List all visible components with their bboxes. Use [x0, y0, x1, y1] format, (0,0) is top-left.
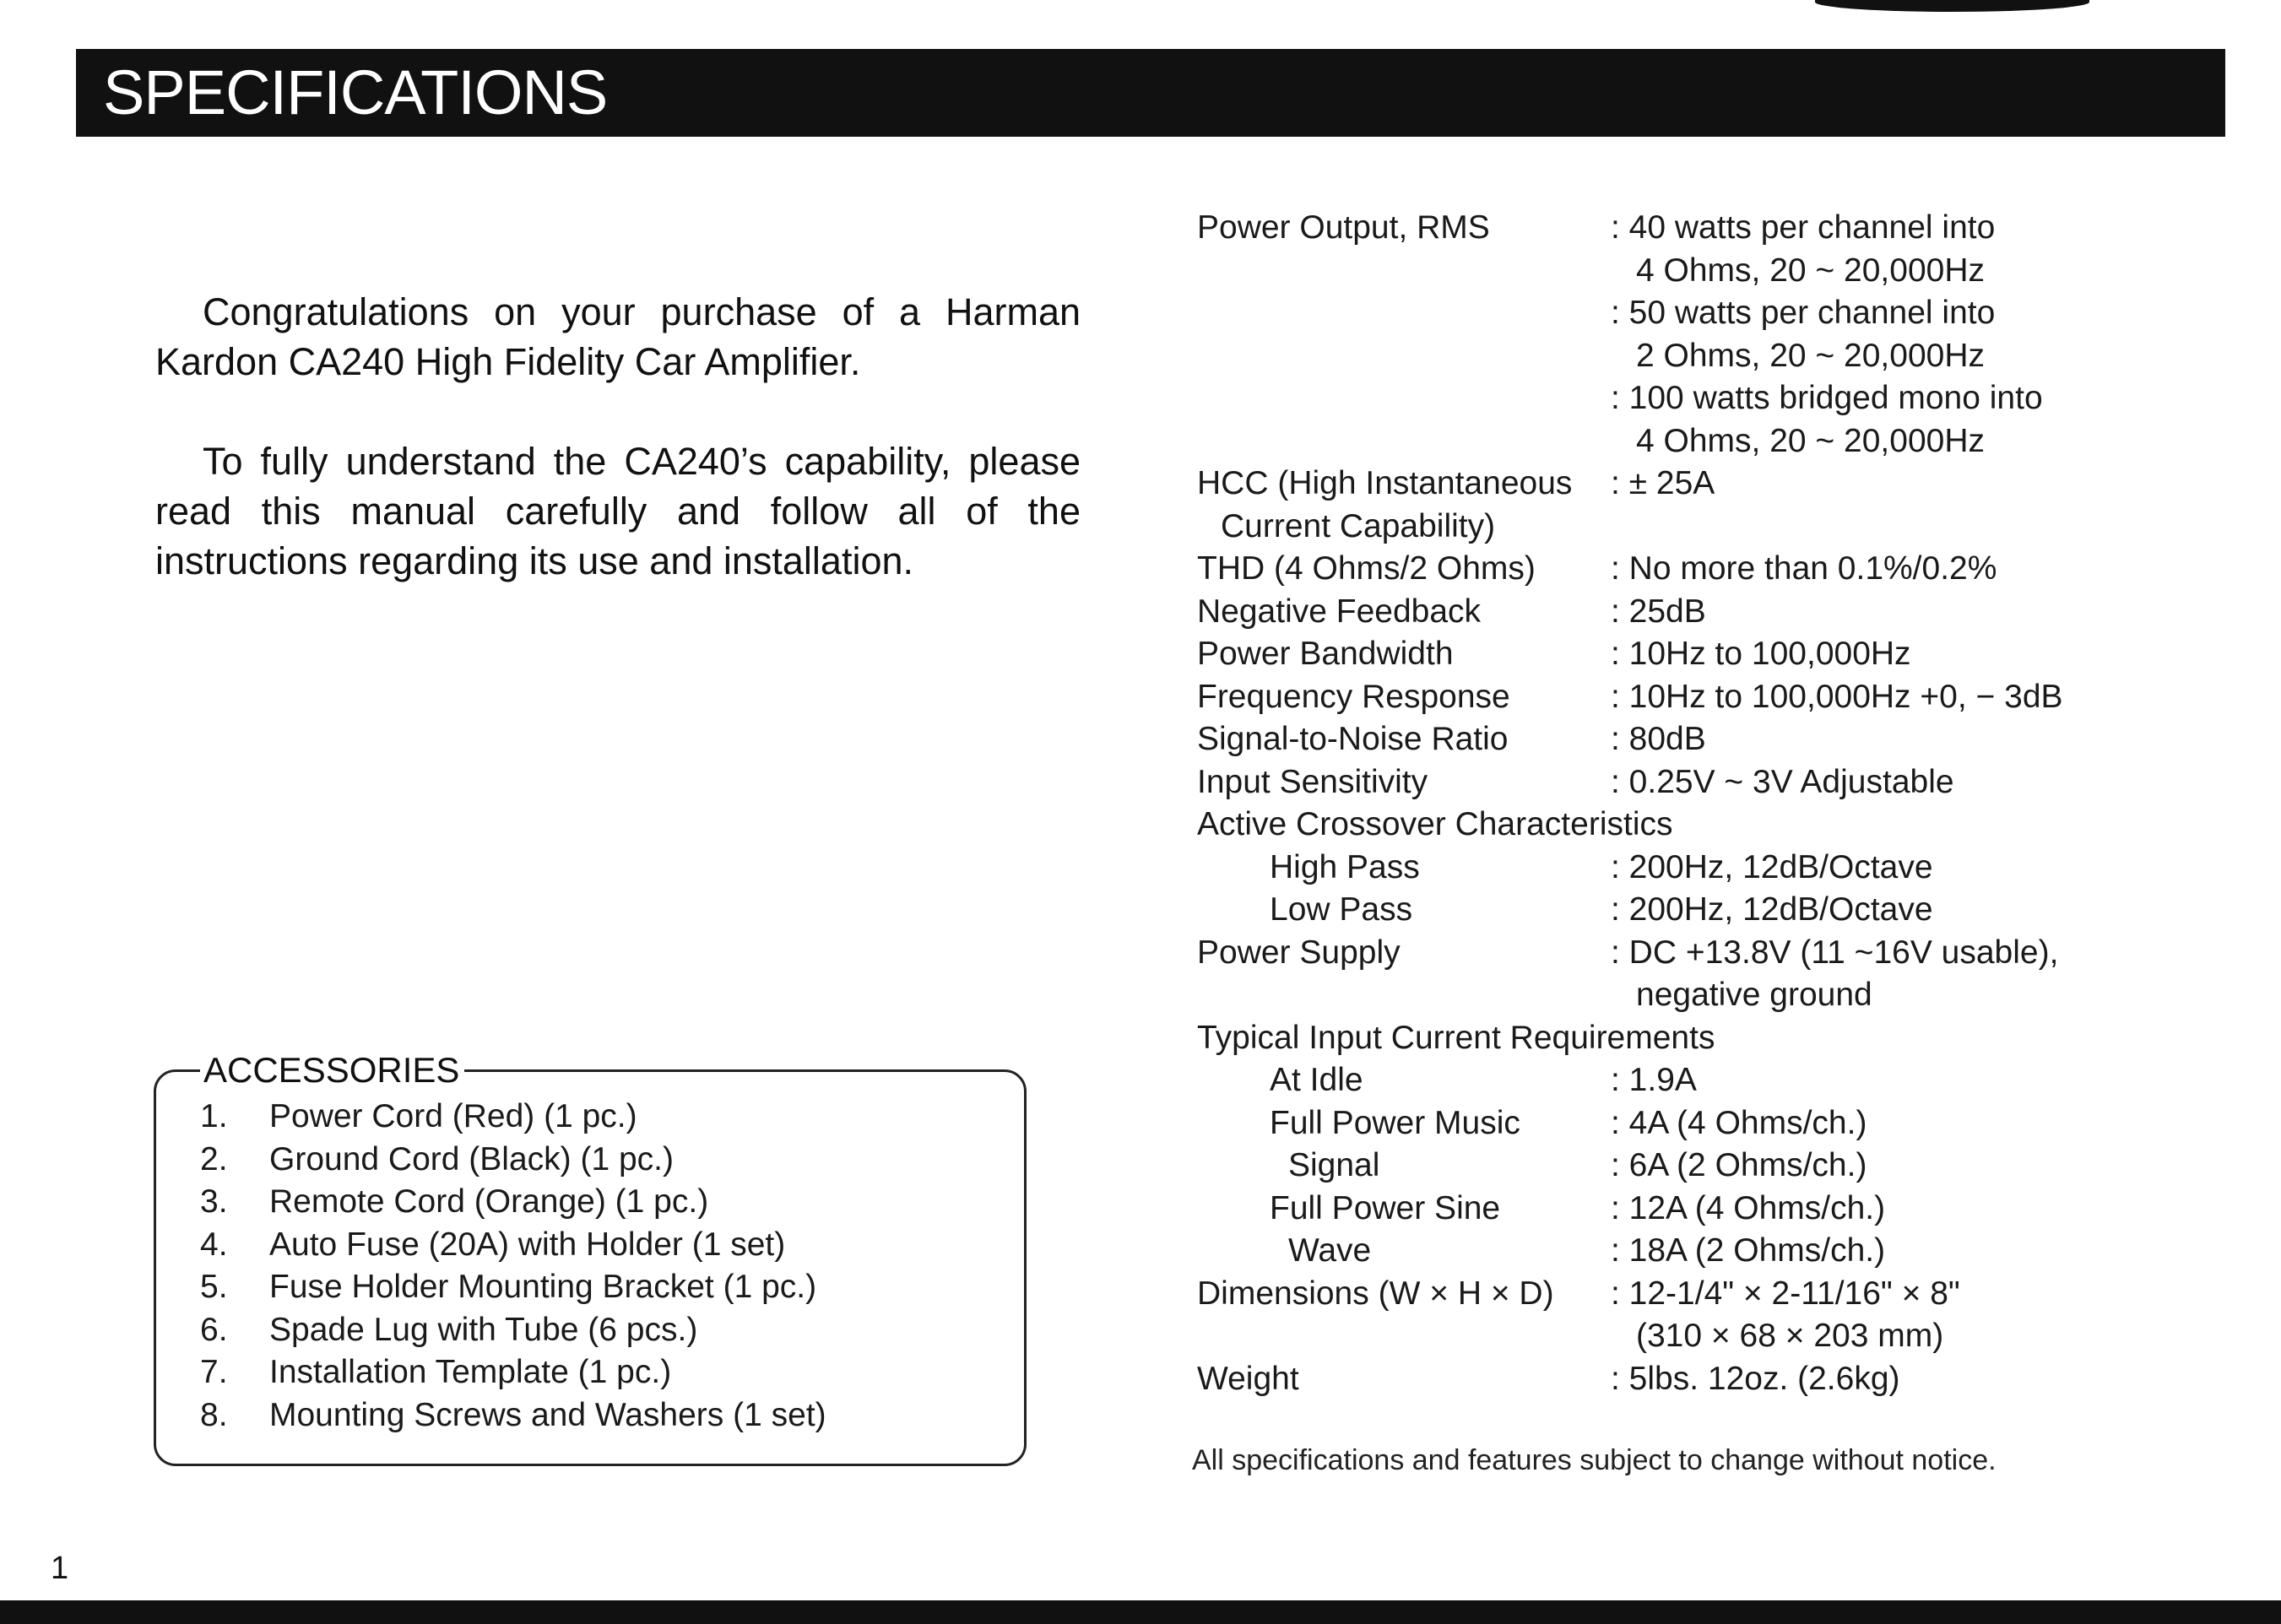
item-number: 8.	[200, 1396, 228, 1433]
item-text: Fuse Holder Mounting Bracket (1 pc.)	[269, 1269, 817, 1305]
spec-section-heading: Active Crossover Characteristics	[1197, 806, 1673, 842]
accessories-list	[200, 1096, 826, 1437]
spec-value-line: : 50 watts per channel into	[1611, 295, 1996, 331]
spec-weight	[1197, 1358, 2235, 1401]
spec-value	[1611, 463, 2235, 548]
spec-dimensions	[1197, 1273, 2235, 1358]
spec-label: High Pass	[1270, 848, 1420, 885]
item-text: Mounting Screws and Washers (1 set)	[269, 1396, 826, 1433]
spec-value-line: : 12-1/4" × 2-11/16" × 8"	[1611, 1275, 1960, 1312]
item-text: Installation Template (1 pc.)	[269, 1354, 672, 1390]
spec-value-line: 2 Ohms, 20 ~ 20,000Hz	[1636, 337, 1985, 374]
spec-value: : 10Hz to 100,000Hz +0, − 3dB	[1611, 678, 2063, 715]
spec-label: Full Power Sine	[1270, 1189, 1501, 1226]
spec-value	[1611, 932, 2235, 1017]
spec-low-pass	[1197, 889, 2235, 932]
item-text: Power Cord (Red) (1 pc.)	[269, 1098, 637, 1134]
item-number: 2.	[200, 1140, 228, 1177]
item-text: Spade Lug with Tube (6 pcs.)	[269, 1311, 698, 1348]
spec-value-line: : DC +13.8V (11 ~16V usable),	[1611, 934, 2059, 971]
spec-label: Power Output, RMS	[1197, 209, 1490, 246]
list-item	[200, 1351, 826, 1394]
spec-hcc	[1197, 463, 2235, 548]
spec-label: Low Pass	[1270, 891, 1413, 928]
spec-value: : 5lbs. 12oz. (2.6kg)	[1611, 1360, 1900, 1397]
spec-full-power-sine	[1197, 1188, 2235, 1231]
list-item	[200, 1309, 826, 1352]
spec-thd	[1197, 548, 2235, 591]
spec-section-heading: Typical Input Current Requirements	[1197, 1019, 1715, 1056]
spec-full-power-sine-wave	[1197, 1230, 2235, 1273]
item-text: Remote Cord (Orange) (1 pc.)	[269, 1183, 709, 1220]
accessories-heading: ACCESSORIES	[200, 1048, 464, 1092]
spec-value-line: : 40 watts per channel into	[1611, 209, 1996, 246]
spec-power-output	[1197, 207, 2235, 463]
spec-value-line: : 100 watts bridged mono into	[1611, 380, 2043, 416]
item-number: 5.	[200, 1269, 228, 1305]
spec-label: Power Supply	[1197, 934, 1401, 971]
page-title: SPECIFICATIONS	[103, 57, 608, 127]
intro-paragraph-2: To fully understand the CA240’s capability, please read this manual carefully and follow all of the instructions regarding its use and installation.	[155, 440, 1081, 582]
item-text: Auto Fuse (20A) with Holder (1 set)	[269, 1226, 786, 1263]
spec-value: : 80dB	[1611, 721, 1706, 757]
item-number: 7.	[200, 1354, 228, 1390]
spec-value: : 12A (4 Ohms/ch.)	[1611, 1189, 1886, 1226]
item-text: Ground Cord (Black) (1 pc.)	[269, 1140, 674, 1177]
specifications-footnote: All specifications and features subject to change without notice.	[1192, 1444, 1997, 1476]
spec-value	[1611, 1273, 2235, 1358]
spec-value: : 1.9A	[1611, 1062, 1697, 1098]
spec-label: Signal-to-Noise Ratio	[1197, 721, 1509, 757]
spec-value: : 6A (2 Ohms/ch.)	[1611, 1147, 1867, 1183]
list-item	[200, 1394, 826, 1437]
spec-label: Input Sensitivity	[1197, 763, 1428, 800]
item-number: 1.	[200, 1098, 228, 1134]
specifications-table	[1197, 207, 2235, 1400]
spec-power-supply	[1197, 932, 2235, 1017]
spec-label: Dimensions (W × H × D)	[1197, 1275, 1554, 1312]
spec-value	[1611, 207, 2235, 463]
spec-label: At Idle	[1270, 1062, 1363, 1098]
accessories-box	[154, 1050, 1027, 1466]
spec-full-power-music-signal	[1197, 1145, 2235, 1188]
spec-value: : 4A (4 Ohms/ch.)	[1611, 1104, 1867, 1141]
spec-label	[1197, 463, 1572, 548]
spec-label: Signal	[1288, 1147, 1380, 1183]
spec-value-line: negative ground	[1636, 977, 1872, 1013]
spec-value-line: 4 Ohms, 20 ~ 20,000Hz	[1636, 422, 1985, 459]
spec-signal-to-noise	[1197, 718, 2235, 761]
page-number: 1	[51, 1551, 69, 1586]
spec-crossover-heading	[1197, 804, 2235, 847]
spec-value: : 200Hz, 12dB/Octave	[1611, 891, 1933, 928]
spec-label: Negative Feedback	[1197, 593, 1482, 630]
spec-negative-feedback	[1197, 591, 2235, 634]
spec-high-pass	[1197, 847, 2235, 890]
bottom-rule	[0, 1600, 2281, 1624]
spec-value: : 18A (2 Ohms/ch.)	[1611, 1232, 1886, 1269]
spec-value-line: (310 × 68 × 203 mm)	[1636, 1318, 1944, 1354]
spec-full-power-music	[1197, 1102, 2235, 1145]
list-item	[200, 1139, 826, 1182]
spec-label-line: HCC (High Instantaneous	[1197, 465, 1573, 501]
spec-value-line: 4 Ohms, 20 ~ 20,000Hz	[1636, 252, 1985, 289]
spec-value-line: : ± 25A	[1611, 465, 1715, 501]
item-number: 3.	[200, 1183, 228, 1220]
spec-value: : 0.25V ~ 3V Adjustable	[1611, 763, 1954, 800]
spec-label-line: Current Capability)	[1221, 507, 1496, 544]
list-item	[200, 1224, 826, 1267]
spec-label: Weight	[1197, 1360, 1299, 1397]
top-edge-mark	[1815, 0, 2089, 12]
spec-current-heading	[1197, 1017, 2235, 1060]
spec-label: Power Bandwidth	[1197, 636, 1454, 672]
spec-at-idle	[1197, 1059, 2235, 1102]
spec-label: Wave	[1288, 1232, 1372, 1269]
spec-value: : 10Hz to 100,000Hz	[1611, 636, 1911, 672]
list-item	[200, 1266, 826, 1309]
intro-text	[155, 287, 1081, 636]
spec-value: : No more than 0.1%/0.2%	[1611, 550, 1997, 587]
spec-value: : 200Hz, 12dB/Octave	[1611, 848, 1933, 885]
spec-frequency-response	[1197, 676, 2235, 719]
spec-label: Full Power Music	[1270, 1104, 1520, 1141]
spec-input-sensitivity	[1197, 761, 2235, 804]
spec-label: Frequency Response	[1197, 678, 1510, 715]
intro-paragraph-1: Congratulations on your purchase of a Harman Kardon CA240 High Fidelity Car Amplifier.	[155, 290, 1081, 383]
spec-value: : 25dB	[1611, 593, 1706, 630]
title-bar	[76, 49, 2225, 137]
list-item	[200, 1096, 826, 1139]
spec-label: THD (4 Ohms/2 Ohms)	[1197, 550, 1536, 587]
item-number: 4.	[200, 1226, 228, 1263]
item-number: 6.	[200, 1311, 228, 1348]
spec-power-bandwidth	[1197, 633, 2235, 676]
list-item	[200, 1181, 826, 1224]
